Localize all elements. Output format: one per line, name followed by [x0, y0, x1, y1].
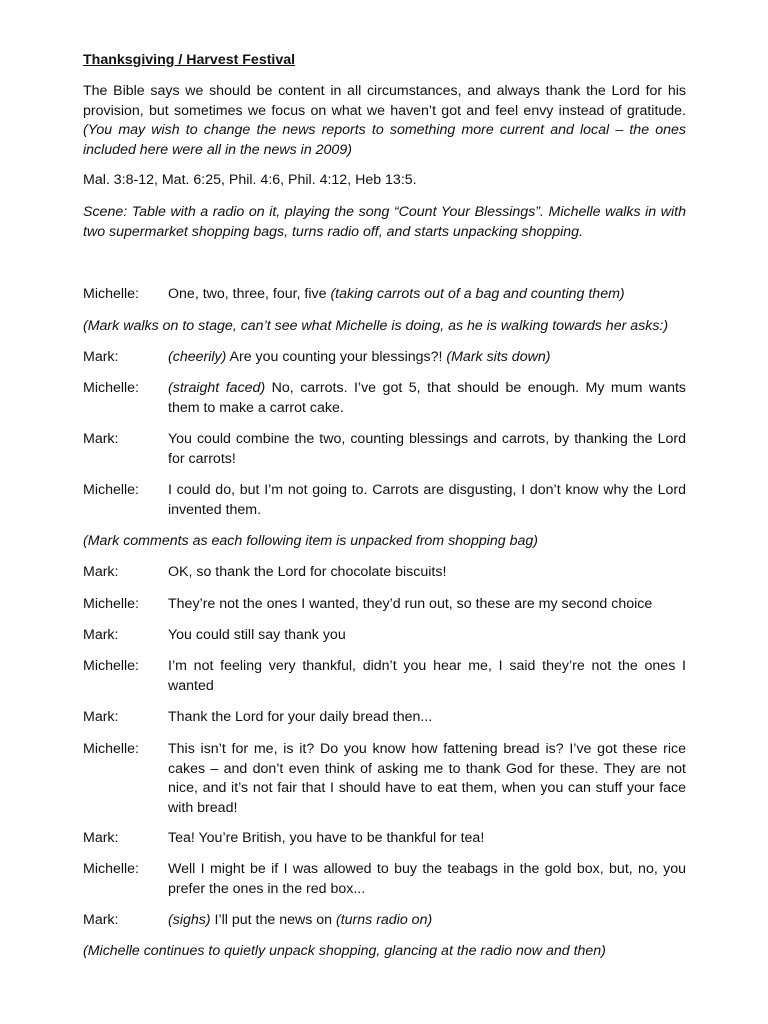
script-turn — [83, 430, 686, 469]
script-turn — [83, 481, 686, 520]
stage-direction-line: (Mark walks on to stage, can’t see what Michelle is doing, as he is walking towards her asks:) — [83, 318, 669, 334]
script-turn — [83, 911, 686, 931]
document-title: Thanksgiving / Harvest Festival — [83, 52, 296, 68]
intro-note: (You may wish to change the news reports to something more current and local – the ones included here were all in the news in 2009) — [83, 122, 686, 158]
dialogue-line: You could combine the two, counting blessings and carrots, by thanking the Lord for carrots! — [168, 431, 686, 467]
script-turn — [83, 285, 686, 305]
speaker-name: Michelle: — [83, 861, 139, 877]
dialogue-line — [168, 285, 686, 305]
speaker-name: Michelle: — [83, 658, 139, 674]
script-turn — [83, 740, 686, 818]
speaker-name: Mark: — [83, 709, 119, 725]
script-turn — [83, 708, 686, 728]
stage-direction: (taking carrots out of a bag and counting them) — [330, 286, 625, 302]
speaker-name: Mark: — [83, 349, 119, 365]
script-turn — [83, 379, 686, 418]
dialogue-text: Are you counting your blessings?! — [226, 349, 447, 365]
speaker-name: Mark: — [83, 564, 119, 580]
script-turn — [83, 657, 686, 696]
dialogue-text: No, carrots. I’ve got 5, that should be enough. My mum wants them to make a carrot cake. — [168, 380, 686, 416]
script-turn — [83, 860, 686, 899]
stage-direction-line: (Michelle continues to quietly unpack shopping, glancing at the radio now and then) — [83, 943, 606, 959]
stage-direction: (sighs) — [168, 912, 211, 928]
script-turn — [83, 626, 686, 646]
dialogue-line: Well I might be if I was allowed to buy the teabags in the gold box, but, no, you prefer the ones in the red box... — [168, 861, 686, 897]
stage-direction: (cheerily) — [168, 349, 227, 365]
script-turn — [83, 829, 686, 849]
dialogue-line: This isn’t for me, is it? Do you know how fattening bread is? I’ve got these rice cakes – and don’t even think of asking me to thank God for these. They are not nice, and it’s not fair that I should have to eat them, when you can stuff your face with bread! — [168, 741, 686, 816]
script-turn — [83, 563, 686, 583]
speaker-name: Mark: — [83, 431, 119, 447]
dialogue-line: I could do, but I’m not going to. Carrots are disgusting, I don’t know why the Lord invented them. — [168, 482, 686, 518]
scene-description: Scene: Table with a radio on it, playing the song “Count Your Blessings”. Michelle walks in with two supermarket shopping bags, turns radio off, and starts unpacking shopping. — [83, 204, 686, 240]
intro-paragraph — [83, 82, 686, 160]
stage-direction-line: (Mark comments as each following item is unpacked from shopping bag) — [83, 533, 538, 549]
dialogue-line — [168, 379, 686, 418]
dialogue-text: I’ll put the news on — [210, 912, 336, 928]
bible-references: Mal. 3:8-12, Mat. 6:25, Phil. 4:6, Phil. 4:12, Heb 13:5. — [83, 172, 417, 188]
speaker-name: Michelle: — [83, 596, 139, 612]
dialogue-line: I’m not feeling very thankful, didn’t you hear me, I said they’re not the ones I wanted — [168, 658, 686, 694]
speaker-name: Mark: — [83, 627, 119, 643]
dialogue-line: Tea! You’re British, you have to be thankful for tea! — [168, 830, 485, 846]
stage-direction: (Mark sits down) — [446, 349, 551, 365]
intro-text: The Bible says we should be content in all circumstances, and always thank the Lord for his provision, but sometimes we focus on what we haven’t got and feel envy instead of gratitude. — [83, 83, 686, 119]
stage-direction: (turns radio on) — [335, 912, 433, 928]
speaker-name: Michelle: — [83, 286, 139, 302]
speaker-name: Mark: — [83, 912, 119, 928]
speaker-name: Michelle: — [83, 482, 139, 498]
dialogue-line — [168, 911, 686, 931]
stage-direction: (straight faced) — [168, 380, 266, 396]
speaker-name: Michelle: — [83, 380, 139, 396]
script-turn — [83, 348, 686, 368]
dialogue-text: One, two, three, four, five — [168, 286, 331, 302]
dialogue-line: They’re not the ones I wanted, they’d run out, so these are my second choice — [168, 596, 653, 612]
speaker-name: Michelle: — [83, 741, 139, 757]
dialogue-line: Thank the Lord for your daily bread then... — [168, 709, 433, 725]
dialogue-line: You could still say thank you — [168, 627, 346, 643]
dialogue-line — [168, 348, 686, 368]
speaker-name: Mark: — [83, 830, 119, 846]
script-turn — [83, 595, 686, 615]
dialogue-line: OK, so thank the Lord for chocolate biscuits! — [168, 564, 447, 580]
